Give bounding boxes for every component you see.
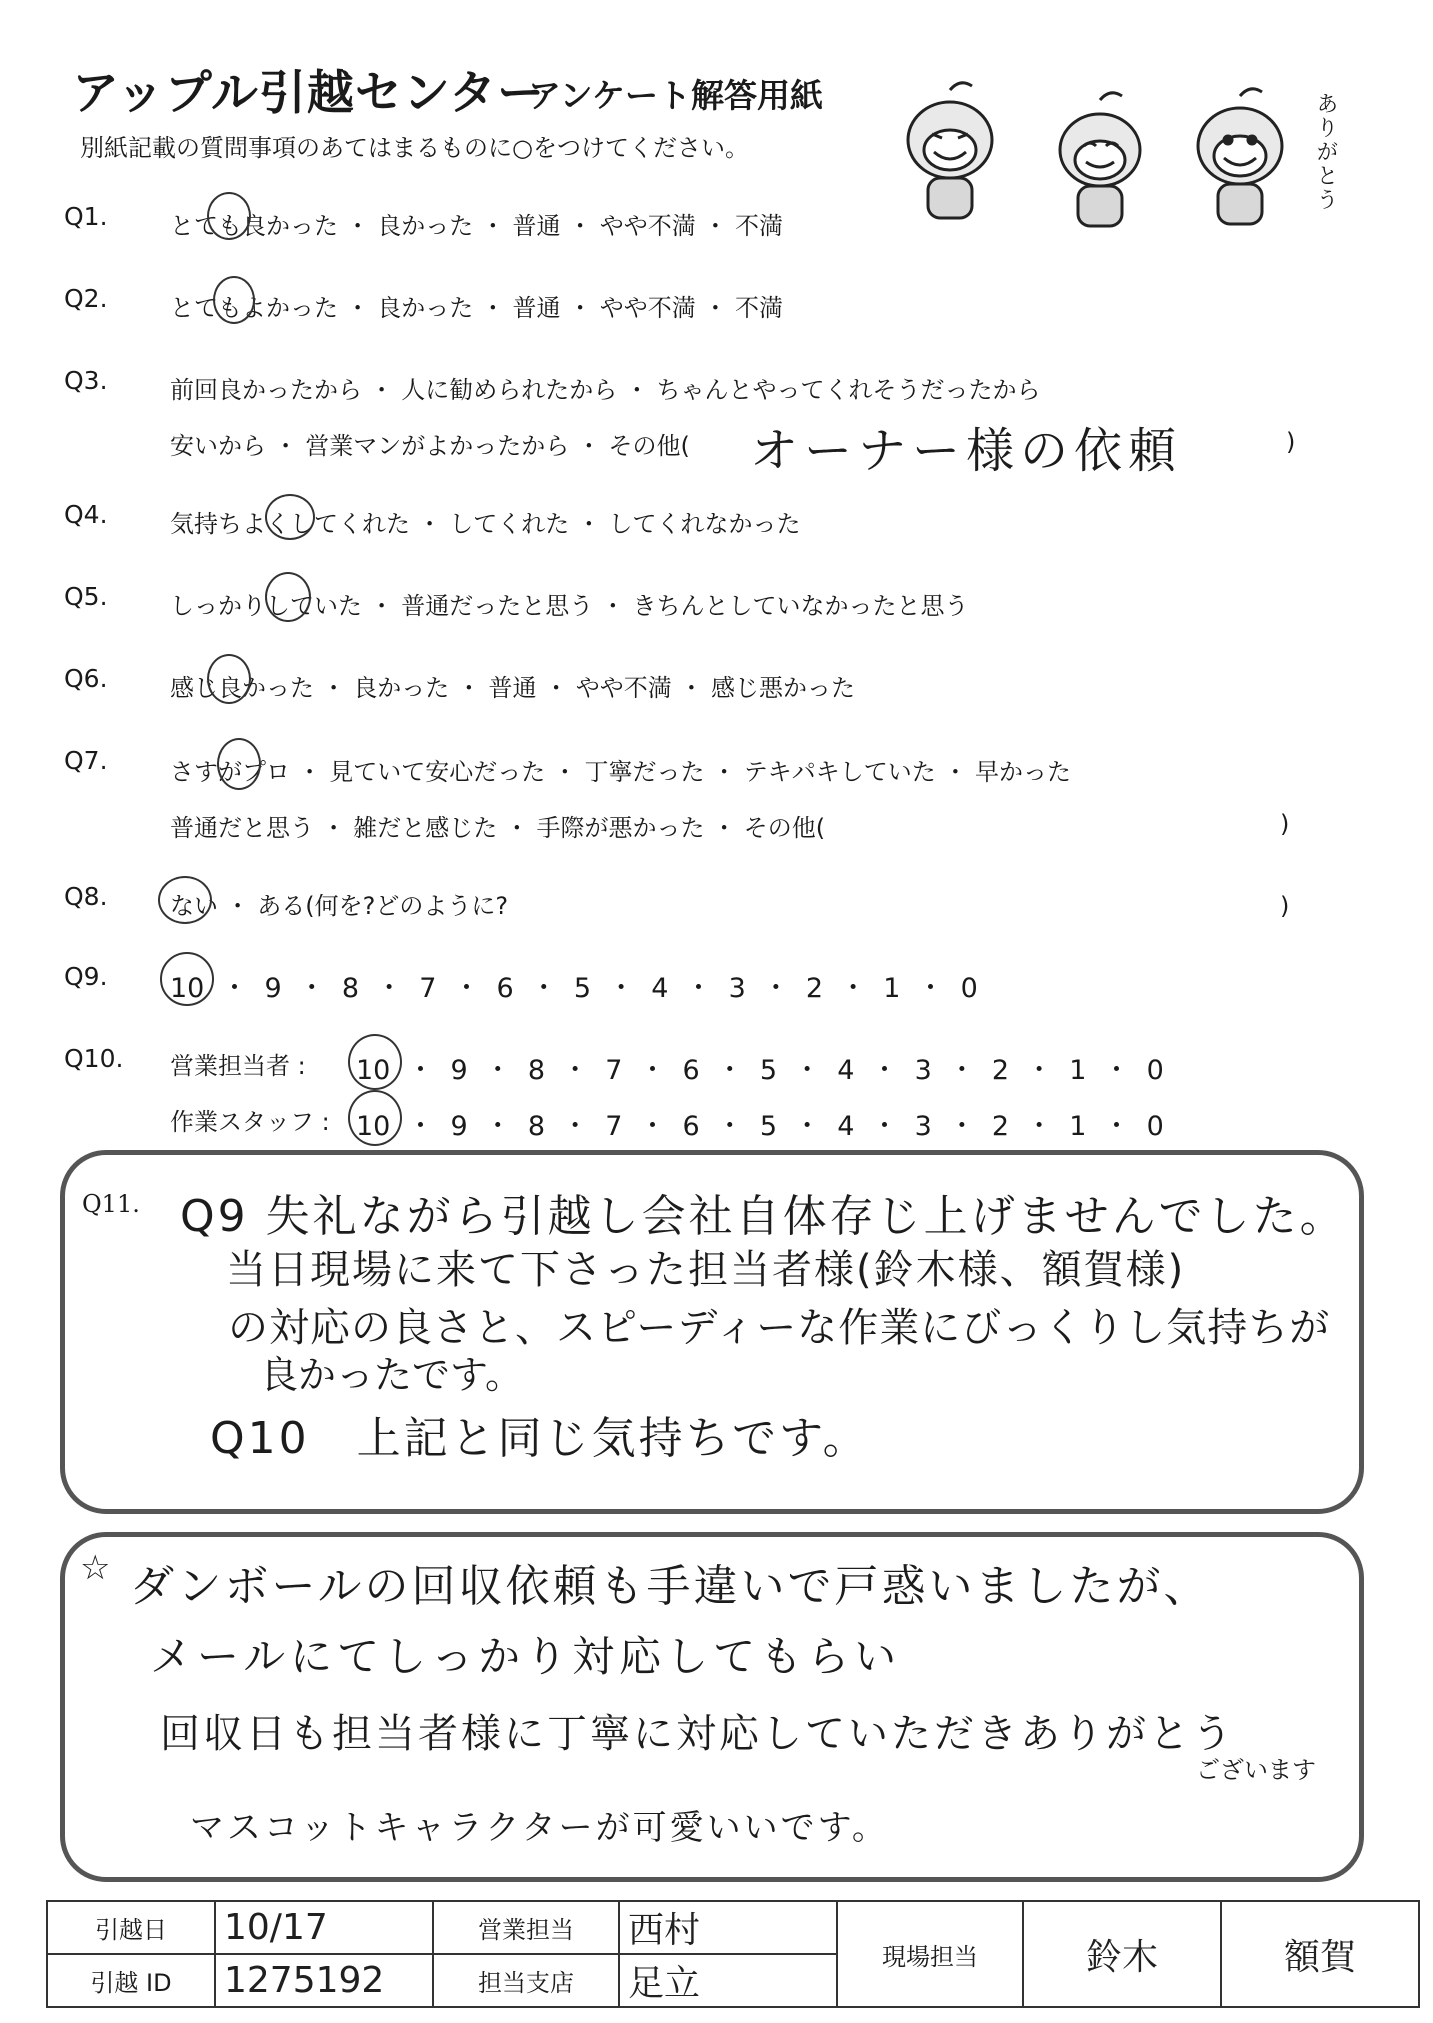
q6-options: 感じ良かった ・ 良かった ・ 普通 ・ やや不満 ・ 感じ悪かった xyxy=(170,674,856,702)
q1-label: Q1. xyxy=(64,202,108,231)
answer-circle xyxy=(217,738,261,790)
mascot-3 xyxy=(1198,89,1282,224)
mascot-illustration xyxy=(890,78,1345,243)
company-brand: アップル引越センター xyxy=(72,66,545,121)
q10-staff-scale: 10 ・ 9 ・ 8 ・ 7 ・ 6 ・ 5 ・ 4 ・ 3 ・ 2 ・ 1 ・ 0 xyxy=(356,1111,1164,1142)
q7-close-paren: ) xyxy=(1280,810,1290,838)
form-title: アンケート解答用紙 xyxy=(528,76,824,115)
q10-sales-scale: 10 ・ 9 ・ 8 ・ 7 ・ 6 ・ 5 ・ 4 ・ 3 ・ 2 ・ 1 ・ 0 xyxy=(356,1055,1164,1086)
q4-options: 気持ちよくしてくれた ・ してくれた ・ してくれなかった xyxy=(170,510,801,538)
q11-line-1: Q9 失礼ながら引越し会社自体存じ上げませんでした。 xyxy=(180,1191,1347,1242)
q8-close-paren: ) xyxy=(1280,892,1290,920)
star-mark: ☆ xyxy=(80,1548,111,1588)
site-staff-1: 鈴木 xyxy=(1023,1901,1221,2007)
q5-label: Q5. xyxy=(64,582,108,611)
mascot-1 xyxy=(908,83,992,218)
comment-line-1: ダンボールの回収依頼も手違いで戸惑いましたが、 xyxy=(130,1561,1211,1612)
site-label: 現場担当 xyxy=(837,1901,1023,2007)
q3-close-paren: ) xyxy=(1286,428,1296,456)
q11-line-4: 良かったです。 xyxy=(260,1353,523,1397)
branch-label: 担当支店 xyxy=(433,1954,619,2007)
answer-circle xyxy=(207,192,251,240)
q3-options-1: 前回良かったから ・ 人に勧められたから ・ ちゃんとやってくれそうだったから xyxy=(170,376,1041,404)
answer-circle xyxy=(213,276,255,324)
q10-label: Q10. xyxy=(64,1044,124,1073)
site-staff-2: 額賀 xyxy=(1221,1901,1419,2007)
moving-date-label: 引越日 xyxy=(47,1901,215,1954)
q1-options: とても良かった ・ 良かった ・ 普通 ・ やや不満 ・ 不満 xyxy=(170,212,784,240)
q5-options: しっかりしていた ・ 普通だったと思う ・ きちんとしていなかったと思う xyxy=(170,592,969,620)
answer-circle xyxy=(207,654,251,704)
comment-line-2: メールにてしっかり対応してもらい xyxy=(150,1632,902,1681)
q2-options: とてもよかった ・ 良かった ・ 普通 ・ やや不満 ・ 不満 xyxy=(170,294,784,322)
sales-value: 西村 xyxy=(619,1901,837,1954)
instruction-text: 別紙記載の質問事項のあてはまるものに○をつけてください。 xyxy=(80,134,749,162)
answer-circle xyxy=(160,952,214,1006)
q4-label: Q4. xyxy=(64,500,108,529)
moving-id-value: 1275192 xyxy=(215,1954,433,2007)
q7-options-1: さすがプロ ・ 見ていて安心だった ・ 丁寧だった ・ テキパキしていた ・ 早かった xyxy=(170,758,1072,786)
moving-info-table xyxy=(46,1900,1420,2008)
mascot-thanks-text: ありがとう xyxy=(1313,92,1338,212)
q11-label: Q11. xyxy=(82,1190,140,1218)
q7-options-2: 普通だと思う ・ 雑だと感じた ・ 手際が悪かった ・ その他( xyxy=(170,814,826,842)
q8-label: Q8. xyxy=(64,882,108,911)
q3-options-2: 安いから ・ 営業マンがよかったから ・ その他( xyxy=(170,432,690,460)
comment-line-5: マスコットキャラクターが可愛いいです。 xyxy=(190,1808,889,1848)
answer-circle xyxy=(265,494,315,540)
mascot-2 xyxy=(1060,93,1140,226)
branch-value: 足立 xyxy=(619,1954,837,2007)
answer-circle xyxy=(348,1090,402,1146)
sales-label: 営業担当 xyxy=(433,1901,619,1954)
answer-circle xyxy=(158,876,212,924)
answer-circle xyxy=(265,572,311,622)
q3-handwritten-other: オーナー様の依頼 xyxy=(750,423,1183,479)
q11-line-3: の対応の良さと、スピーディーな作業にびっくりし気持ちが xyxy=(228,1305,1331,1351)
q9-label: Q9. xyxy=(64,962,108,991)
q3-label: Q3. xyxy=(64,366,108,395)
q7-label: Q7. xyxy=(64,746,108,775)
q10-sales-label: 営業担当者 : xyxy=(170,1052,306,1080)
moving-date-value: 10/17 xyxy=(215,1901,433,1954)
q10-staff-label: 作業スタッフ : xyxy=(170,1108,330,1136)
q2-label: Q2. xyxy=(64,284,108,313)
q6-label: Q6. xyxy=(64,664,108,693)
q8-options: ない ・ ある(何を?どのように? xyxy=(170,892,509,920)
q11-line-2: 当日現場に来て下さった担当者様(鈴木様、額賀様) xyxy=(226,1247,1186,1293)
q11-line-5: Q10 上記と同じ気持ちです。 xyxy=(210,1413,870,1464)
comment-line-3: 回収日も担当者様に丁寧に対応していただきありがとう xyxy=(160,1711,1235,1757)
moving-id-label: 引越 ID xyxy=(47,1954,215,2007)
answer-circle xyxy=(348,1034,402,1090)
q9-scale: 10 ・ 9 ・ 8 ・ 7 ・ 6 ・ 5 ・ 4 ・ 3 ・ 2 ・ 1 ・ 0 xyxy=(170,973,978,1004)
comment-line-4: ございます xyxy=(1196,1756,1316,1784)
